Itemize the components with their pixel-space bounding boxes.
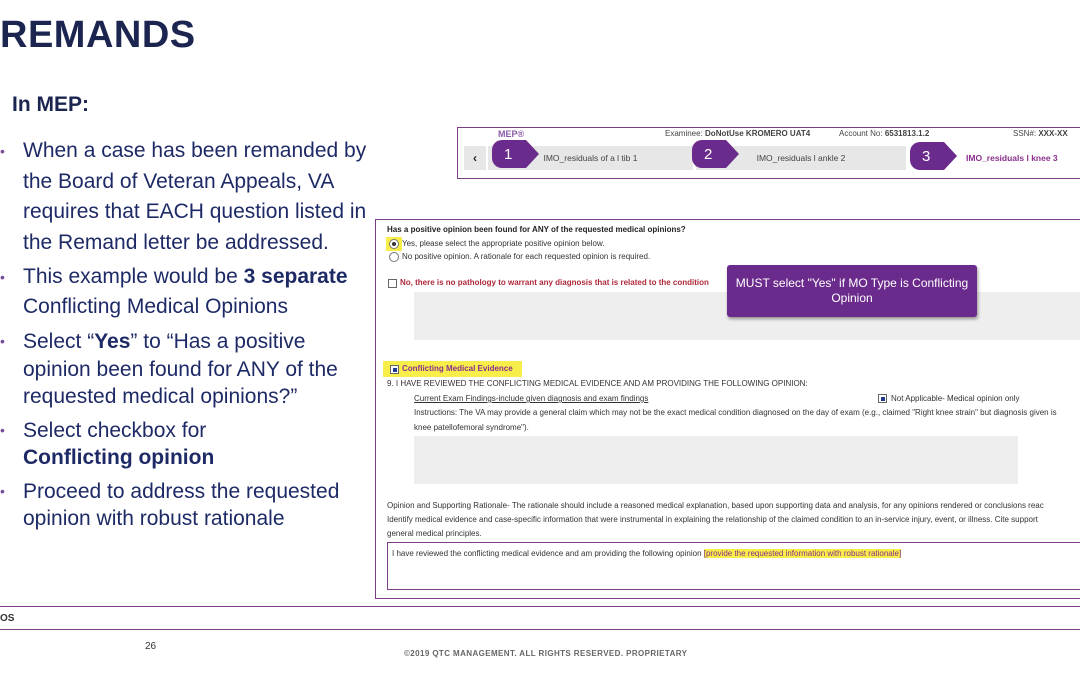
opinion-textarea-content: I have reviewed the conflicting medical evidence and am providing the following opinion [provide the requested information with robust rationale] — [392, 549, 902, 558]
opinion-rationale-textarea[interactable] — [387, 542, 1080, 590]
footer-divider-top — [0, 606, 1080, 607]
mep-form-screenshot — [375, 219, 1080, 599]
bullet-dot-icon: • — [0, 143, 5, 159]
callout-number-1: 1 — [492, 140, 526, 168]
bullet-item: • Select checkbox for Conflicting opinion — [0, 418, 215, 469]
yes-option-label: Yes, please select the appropriate positive opinion below. — [402, 239, 605, 248]
copyright-notice: ©2019 QTC MANAGEMENT. ALL RIGHTS RESERVED. PROPRIETARY — [404, 649, 688, 658]
bullet-dot-icon: • — [0, 333, 5, 349]
bullet-list — [0, 136, 375, 540]
slide-title: REMANDS — [0, 14, 196, 56]
callout-number-3: 3 — [910, 142, 944, 170]
rationale-text-line-3: general medical principles. — [387, 529, 482, 538]
conflicting-evidence-label: Conflicting Medical Evidence — [402, 364, 513, 373]
not-applicable-label: Not Applicable- Medical opinion only — [891, 394, 1020, 403]
no-positive-radio[interactable] — [389, 252, 399, 262]
tab-opinion-1[interactable]: IMO_residuals of a l tib 1 — [488, 146, 693, 170]
question-9-label: 9. I HAVE REVIEWED THE CONFLICTING MEDICAL EVIDENCE AND AM PROVIDING THE FOLLOWING OPINION: — [387, 379, 808, 388]
bullet-dot-icon: • — [0, 482, 5, 499]
footer-divider-bottom — [0, 629, 1080, 630]
not-applicable-checkbox[interactable] — [878, 394, 887, 403]
mep-logo: MEP® — [498, 129, 525, 139]
bullet-item: • Proceed to address the requested opinion with robust rationale — [0, 479, 340, 530]
instructions-text-line-1: Instructions: The VA may provide a general claim which may not be the exact medical condition diagnosed on the day of exam (e.g., claimed "Right knee strain" but diagnosis given is — [414, 408, 1057, 417]
no-pathology-checkbox[interactable] — [388, 279, 397, 288]
tab-opinion-2[interactable]: IMO_residuals l ankle 2 — [696, 146, 906, 170]
rationale-text-line-2: Identify medical evidence and case-specific information that were instrumental in explaining the relationship of the claimed condition to an in-service injury, event, or illness. Cite support — [387, 515, 1038, 524]
footer-left-text: OS — [0, 613, 15, 624]
ssn-info: SSN#: XXX-XX — [1013, 129, 1068, 138]
exam-findings-textarea[interactable] — [414, 436, 1018, 484]
must-select-yes-callout: MUST select "Yes" if MO Type is Conflicting Opinion — [727, 265, 977, 317]
no-positive-option-label: No positive opinion. A rationale for each requested opinion is required. — [402, 252, 651, 261]
exam-findings-label: Current Exam Findings-include given diagnosis and exam findings — [414, 394, 649, 403]
opinion-placeholder-highlight: [provide the requested information with robust rationale] — [703, 549, 902, 558]
slide-subtitle: In MEP: — [12, 93, 89, 116]
callout-number-2: 2 — [692, 140, 726, 168]
yes-radio[interactable] — [389, 239, 399, 249]
positive-opinion-question: Has a positive opinion been found for ANY of the requested medical opinions? — [387, 225, 686, 234]
instructions-text-line-2: knee patellofemoral syndrome"). — [414, 423, 529, 432]
bullet-item: • This example would be 3 separate Conflicting Medical Opinions — [0, 262, 375, 322]
bullet-dot-icon: • — [0, 269, 5, 285]
examinee-info: Examinee: DoNotUse KROMERO UAT4 — [665, 129, 811, 138]
tab-back-button[interactable]: ‹ — [464, 146, 486, 170]
no-pathology-label: No, there is no pathology to warrant any diagnosis that is related to the condition — [400, 278, 709, 287]
tab-opinion-3[interactable]: IMO_residuals l knee 3 — [910, 146, 1080, 170]
bullet-dot-icon: • — [0, 421, 5, 438]
conflicting-evidence-checkbox[interactable] — [390, 365, 399, 374]
mep-tab-bar-screenshot — [457, 127, 1080, 179]
account-info: Account No: 6531813.1.2 — [839, 129, 930, 138]
bullet-item: • When a case has been remanded by the Board of Veteran Appeals, VA requires that EACH question listed in the Remand letter be addressed. — [0, 136, 375, 258]
bullet-item: • Select “Yes” to “Has a positive opinion been found for ANY of the requested medical opinions?” — [0, 330, 338, 408]
page-number: 26 — [145, 641, 157, 652]
rationale-text-line-1: Opinion and Supporting Rationale- The rationale should include a reasoned medical explanation, based upon supporting data and analysis, for any opinions rendered or conclusions reac — [387, 501, 1044, 510]
